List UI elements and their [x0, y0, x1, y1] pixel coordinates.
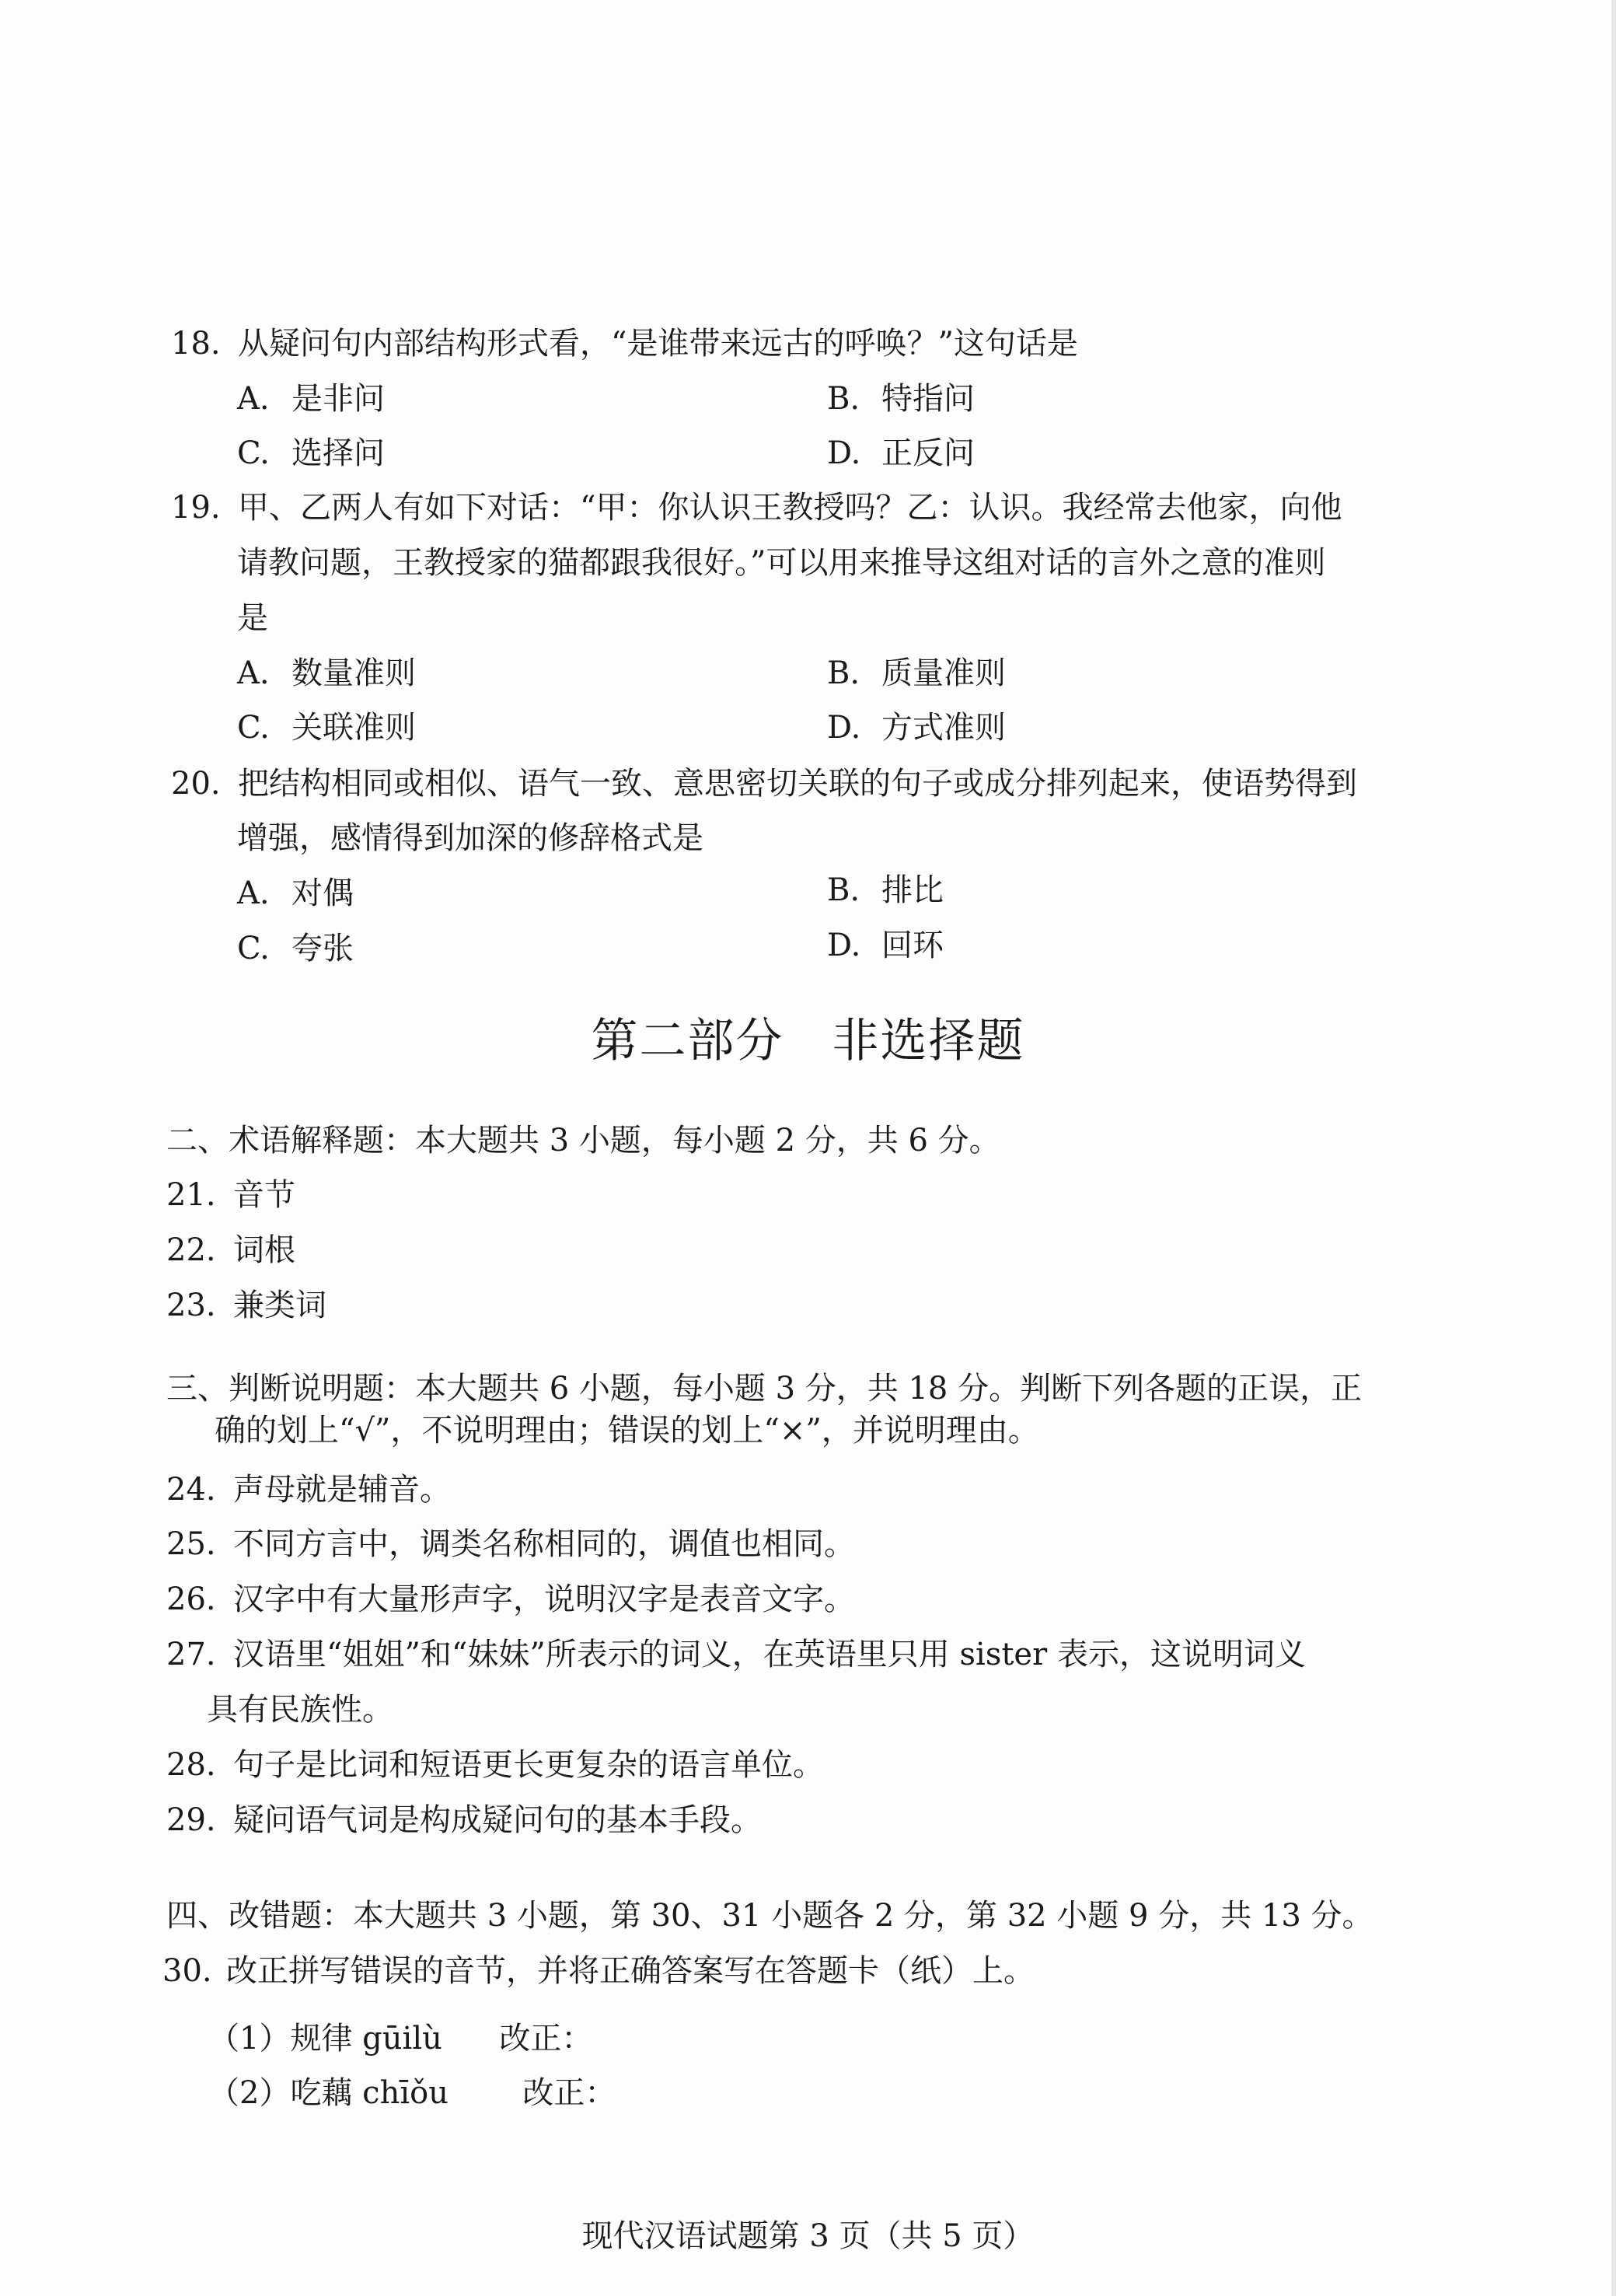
section-two-header: 二、术语解释题：本大题共 3 小题，每小题 2 分，共 6 分。: [166, 1123, 1000, 1158]
sub-item-1: [208, 2020, 592, 2057]
option-20-a: A. 对偶: [237, 875, 354, 911]
question-19-line-2: 请教问题，王教授家的猫都跟我很好。”可以用来推导这组对话的言外之意的准则: [237, 545, 1326, 581]
question-20-line-2: 增强，感情得到加深的修辞格式是: [237, 820, 703, 856]
question-18: [171, 325, 1078, 362]
option-19-a: A. 数量准则: [237, 655, 416, 691]
question-19-line-3: 是: [237, 600, 268, 636]
section-three-header-line-2: 确的划上“√”，不说明理由；错误的划上“×”，并说明理由。: [215, 1413, 1039, 1449]
option-20-d: D. 回环: [827, 928, 944, 963]
part-two-title: 第二部分 非选择题: [591, 1014, 1025, 1068]
question-19: [171, 489, 1342, 526]
judge-item-28: 28. 句子是比词和短语更长更复杂的语言单位。: [166, 1747, 824, 1783]
question-number: 19.: [171, 490, 221, 526]
page-footer: 现代汉语试题第 3 页（共 5 页）: [581, 2218, 1035, 2254]
section-four-header: 四、改错题：本大题共 3 小题，第 30、31 小题各 2 分，第 32 小题 9 分，共 13 分。: [166, 1898, 1373, 1934]
sub-item-2: [208, 2074, 616, 2112]
option-18-c: C. 选择问: [237, 435, 385, 471]
term-item-23: 23. 兼类词: [166, 1288, 326, 1323]
question-text: 从疑问句内部结构形式看，“是谁带来远古的呼唤？”这句话是: [238, 326, 1078, 362]
section-three-header-line-1: 三、判断说明题：本大题共 6 小题，每小题 3 分，共 18 分。判断下列各题的正误，正: [166, 1371, 1363, 1407]
option-19-d: D. 方式准则: [827, 710, 1006, 746]
judge-item-24: 24. 声母就是辅音。: [166, 1472, 451, 1508]
judge-item-26: 26. 汉字中有大量形声字，说明汉字是表音文字。: [166, 1581, 855, 1617]
judge-item-27: 27. 汉语里“姐姐”和“妹妹”所表示的词义，在英语里只用 sister 表示，这说明词义: [166, 1637, 1306, 1672]
judge-item-27-line-2: 具有民族性。: [207, 1692, 393, 1728]
option-18-b: B. 特指问: [827, 381, 975, 417]
option-19-b: B. 质量准则: [827, 655, 1006, 691]
question-number: 18.: [171, 326, 221, 362]
sub-item-label: （1）规律 gūilù: [208, 2021, 442, 2057]
option-18-a: A. 是非问: [237, 381, 385, 417]
option-18-d: D. 正反问: [827, 435, 975, 471]
fix-label: 改正：: [522, 2075, 616, 2111]
judge-item-25: 25. 不同方言中，调类名称相同的，调值也相同。: [166, 1526, 855, 1562]
option-19-c: C. 关联准则: [237, 710, 416, 746]
option-20-b: B. 排比: [827, 872, 944, 908]
question-text: 甲、乙两人有如下对话：“甲：你认识王教授吗？乙：认识。我经常去他家，向他: [238, 490, 1342, 526]
judge-item-29: 29. 疑问语气词是构成疑问句的基本手段。: [166, 1802, 762, 1838]
correction-item-30: 30. 改正拼写错误的音节，并将正确答案写在答题卡（纸）上。: [162, 1953, 1035, 1989]
term-item-22: 22. 词根: [166, 1232, 295, 1268]
sub-item-label: （2）吃藕 chīǒu: [208, 2075, 449, 2111]
question-20: [171, 765, 1357, 802]
question-text: 把结构相同或相似、语气一致、意思密切关联的句子或成分排列起来，使语势得到: [238, 766, 1357, 802]
term-item-21: 21. 音节: [166, 1177, 295, 1213]
scan-edge: [1611, 0, 1616, 2296]
fix-label: 改正：: [499, 2021, 593, 2057]
question-number: 20.: [171, 766, 221, 802]
option-20-c: C. 夸张: [237, 931, 354, 966]
